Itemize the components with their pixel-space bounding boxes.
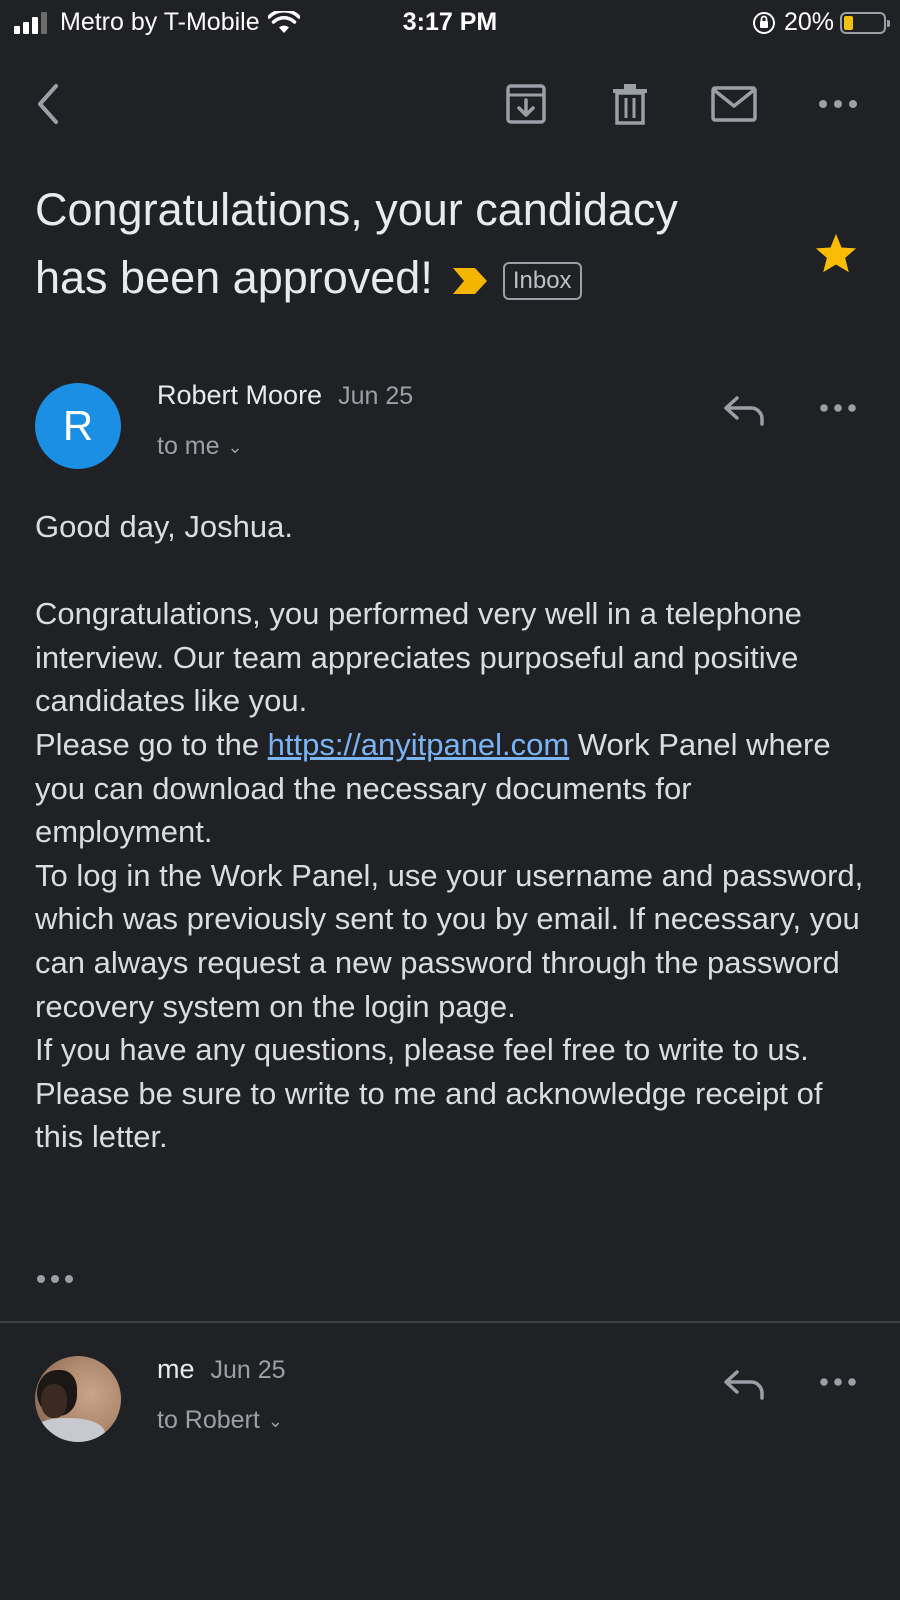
body-paragraph: To log in the Work Panel, use your username and password, which was previously sent to you by email. If necessary, you can always request a new password through the password recovery system on the login page. — [35, 857, 864, 1024]
chevron-down-icon: ⌄ — [267, 1410, 283, 1431]
work-panel-link[interactable]: https://anyitpanel.com — [267, 726, 570, 762]
chevron-down-icon: ⌄ — [227, 436, 243, 457]
delete-button[interactable] — [598, 72, 662, 136]
more-horizontal-icon — [36, 1273, 74, 1285]
message-date: Jun 25 — [210, 1356, 286, 1384]
recipient-text: to me — [157, 432, 220, 460]
battery-icon — [840, 12, 886, 34]
orientation-lock-icon — [752, 11, 776, 35]
recipient-toggle[interactable] — [157, 432, 243, 461]
reply-icon — [723, 394, 765, 426]
recipient-toggle[interactable] — [157, 1406, 283, 1435]
battery-percent: 20% — [783, 8, 834, 36]
status-right — [752, 8, 886, 37]
mark-unread-button[interactable] — [702, 72, 766, 136]
status-time: 3:17 PM — [402, 8, 498, 36]
subject-line-1: Congratulations, your candidacy — [35, 184, 678, 235]
sender-line — [157, 1354, 286, 1385]
star-icon — [814, 232, 858, 274]
body-paragraph-link: Please go to the https://anyitpanel.com Work Panel where you can download the necessary documents for employment. — [35, 726, 831, 850]
my-avatar[interactable] — [35, 1356, 121, 1442]
status-bar — [0, 0, 900, 46]
subject-line-2: has been approved! — [35, 252, 433, 303]
body-paragraph: If you have any questions, please feel free to write to us. — [35, 1032, 809, 1068]
trash-icon — [611, 83, 649, 125]
body-paragraph: Congratulations, you performed very well in a telephone interview. Our team appreciates purposeful and positive candidates like you. — [35, 596, 802, 719]
reply-button[interactable] — [714, 385, 774, 435]
archive-icon — [505, 83, 547, 125]
show-trimmed-content-button[interactable] — [36, 1272, 74, 1290]
more-horizontal-icon — [820, 403, 856, 413]
star-button[interactable] — [814, 232, 858, 279]
more-button[interactable] — [806, 72, 870, 136]
body-paragraph: Please be sure to write to me and acknowledge receipt of this letter. — [35, 1075, 823, 1155]
chevron-left-icon — [32, 82, 64, 126]
archive-button[interactable] — [494, 72, 558, 136]
back-button[interactable] — [16, 72, 80, 136]
more-horizontal-icon — [820, 1377, 856, 1387]
more-horizontal-icon — [818, 99, 858, 109]
sender-name[interactable]: me — [157, 1354, 195, 1384]
message-date: Jun 25 — [338, 382, 414, 410]
recipient-text: to Robert — [157, 1406, 260, 1434]
inbox-label[interactable]: Inbox — [503, 262, 582, 300]
carrier-name: Metro by T-Mobile — [60, 8, 260, 36]
sender-avatar[interactable]: R — [35, 383, 121, 469]
subject-line-2-row — [35, 244, 795, 315]
important-marker-icon[interactable] — [451, 247, 489, 315]
greeting: Good day, Joshua. — [35, 509, 293, 544]
message-divider — [0, 1321, 900, 1323]
message-more-button[interactable] — [808, 1357, 868, 1407]
message-body — [35, 505, 865, 1159]
sender-line — [157, 380, 413, 411]
reply-button[interactable] — [714, 1359, 774, 1409]
reply-icon — [723, 1368, 765, 1400]
mail-icon — [711, 86, 757, 122]
toolbar — [0, 72, 900, 136]
sender-name[interactable]: Robert Moore — [157, 380, 323, 410]
email-subject — [35, 176, 795, 315]
message-more-button[interactable] — [808, 383, 868, 433]
